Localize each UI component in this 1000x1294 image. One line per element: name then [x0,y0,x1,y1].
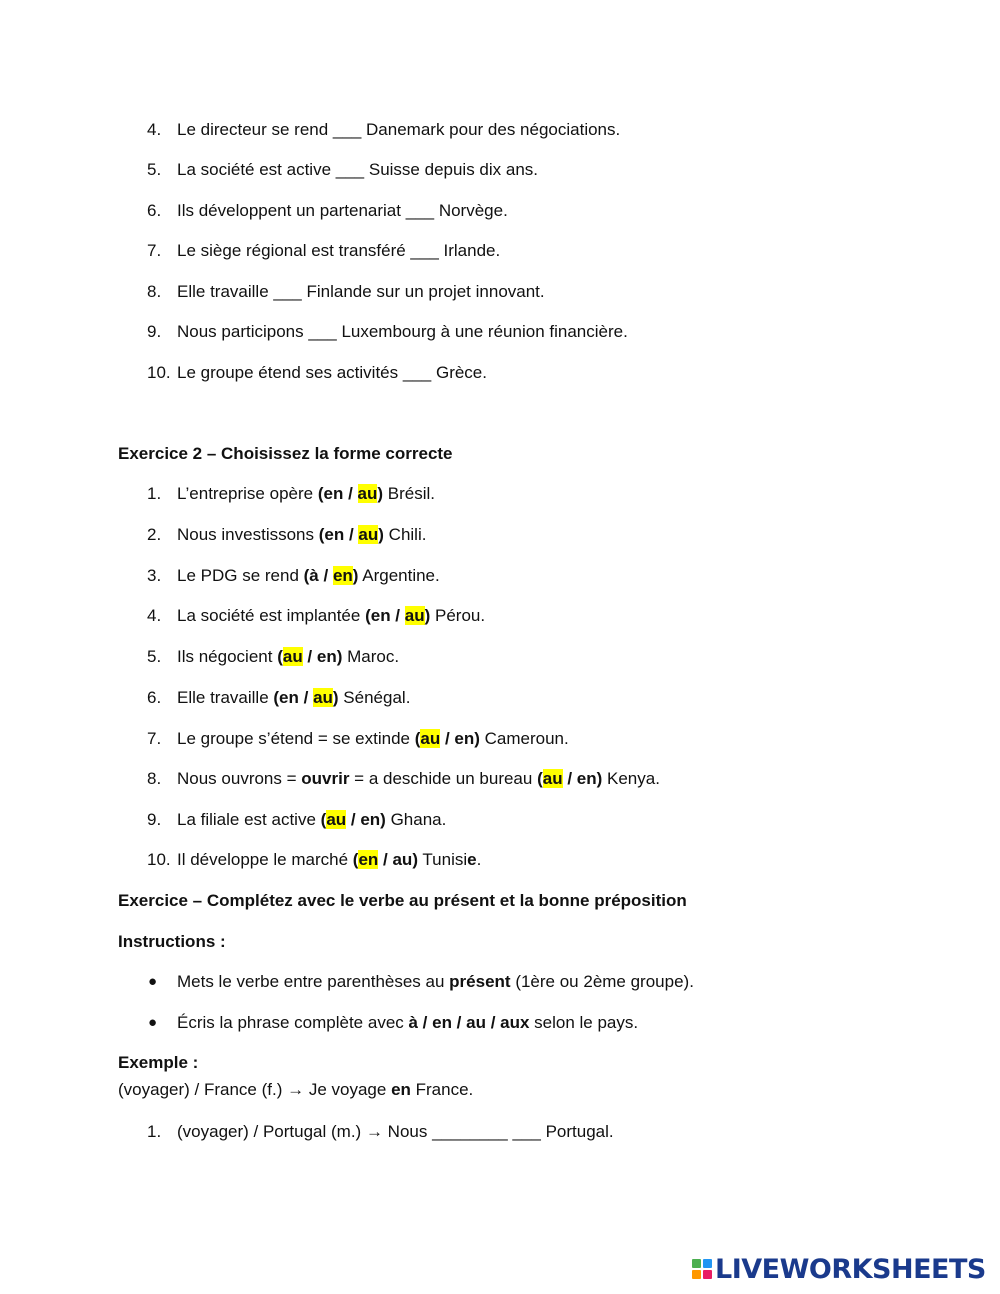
choice-group: (au / en) [537,769,603,788]
list-item [177,240,500,262]
item-text: Elle travaille [177,688,274,707]
list-item [177,524,426,546]
instruction-item: Mets le verbe entre parenthèses au présent (1ère ou 2ème groupe). [177,972,694,991]
choice-option[interactable]: en [360,810,381,829]
item-text: Luxembourg à une réunion financière. [336,322,628,341]
answer-blank[interactable]: ___ [335,160,365,179]
list-number: 6. [147,201,162,220]
list-number: 9. [147,322,162,341]
choice-option-selected[interactable]: au [542,769,563,788]
answer-blank[interactable]: ___ [273,282,302,301]
choice-option-selected[interactable]: au [420,729,441,748]
list-item [177,565,440,587]
arrow-icon: → [287,1080,305,1099]
choice-group: (à / en) [303,566,359,585]
item-text-bold: e [467,850,477,869]
item-text: Maroc. [342,647,400,666]
list-item [177,768,660,790]
answer-blank[interactable]: ___ [402,363,432,382]
choice-group: (en / au) [352,850,418,869]
choice-group: (en / au) [273,688,339,707]
list-item [177,605,485,627]
item-text: Le groupe étend ses activités [177,363,403,382]
choice-group: (en / au) [365,606,431,625]
list-item [177,483,435,505]
choice-group: (au / en) [414,729,480,748]
list-item: (voyager) / Portugal (m.) → Nous ________ ___ Portugal. [177,1122,614,1141]
instructions-label: Instructions : [118,932,226,951]
item-text: Le PDG se rend [177,566,304,585]
liveworksheets-logo[interactable] [692,1254,992,1284]
item-text: Le groupe s’étend = se extinde [177,729,415,748]
choice-option[interactable]: en [454,729,475,748]
choice-group: (en / au) [317,484,384,503]
list-number: 5. [147,647,162,666]
list-item [177,687,410,709]
item-text: Ghana. [385,810,447,829]
item-text: Ils développent un partenariat [177,201,406,220]
item-text: Brésil. [383,484,435,503]
item-text: Nous ouvrons = [177,769,302,788]
choice-option[interactable]: en [316,647,337,666]
item-text: Elle travaille [177,282,274,301]
answer-blank[interactable]: ___ [308,322,337,341]
answer-blank[interactable]: ___ [410,241,439,260]
item-text: = a deschide un bureau [349,769,538,788]
choice-option-selected[interactable]: au [358,525,379,544]
list-item [177,321,628,343]
list-number: 3. [147,566,162,585]
item-text: Cameroun. [479,729,569,748]
item-text: Nous investissons [177,525,319,544]
choice-option-selected[interactable]: au [357,484,378,503]
choice-group: (au / en) [277,647,343,666]
bullet-icon: ● [148,1014,158,1031]
item-text: Il développe le marché [177,850,353,869]
example-label: Exemple : [118,1053,199,1072]
choice-group: (au / en) [320,810,386,829]
choice-option-selected[interactable]: au [282,647,303,666]
list-number: 8. [147,769,162,788]
example-sentence: (voyager) / France (f.) → Je voyage en France. [118,1080,474,1099]
choice-group: (en / au) [318,525,384,544]
choice-option[interactable]: en [279,688,299,707]
item-text: La filiale est active [177,810,321,829]
verb-blank[interactable]: ________ [432,1122,508,1141]
choice-option-selected[interactable]: en [332,566,353,585]
list-item [177,362,487,384]
exercise3-title: Exercice – Complétez avec le verbe au présent et la bonne préposition [118,891,687,910]
list-number: 1. [147,484,162,503]
item-text: Le directeur se rend [177,120,333,139]
list-number: 10. [147,363,171,382]
list-number: 8. [147,282,162,301]
list-number: 2. [147,525,162,544]
choice-option-selected[interactable]: au [404,606,425,625]
choice-option[interactable]: en [323,484,344,503]
logo-text: LIVEWORKSHEETS [715,1253,986,1285]
choice-option[interactable]: en [576,769,597,788]
item-text: Pérou. [430,606,486,625]
choice-option-selected[interactable]: en [358,850,379,869]
instruction-item: Écris la phrase complète avec à / en / au / aux selon le pays. [177,1013,639,1032]
item-text: Ils négocient [177,647,278,666]
item-text: Grèce. [431,363,487,382]
list-number: 4. [147,606,162,625]
list-item [177,646,399,668]
arrow-icon: → [365,1122,383,1141]
item-text: Argentine. [358,566,440,585]
list-number: 4. [147,120,162,139]
item-text: Danemark pour des négociations. [361,120,621,139]
list-item [177,200,508,222]
list-item [177,728,569,750]
item-text: Tunisi [417,850,468,869]
vocab-word: ouvrir [301,769,350,788]
list-number: 9. [147,810,162,829]
choice-option[interactable]: au [392,850,413,869]
exercise2-title: Exercice 2 – Choisissez la forme correcte [118,444,453,463]
item-text: Irlande. [438,241,501,260]
item-text: . [476,850,482,869]
choice-option[interactable]: à [309,566,319,585]
list-number: 7. [147,729,162,748]
list-number: 5. [147,160,162,179]
choice-option[interactable]: en [370,606,391,625]
bullet-icon: ● [148,973,158,990]
list-item [177,119,620,141]
list-number: 10. [147,850,171,869]
choice-option-selected[interactable]: au [326,810,347,829]
preposition-blank[interactable]: ___ [512,1122,541,1141]
item-text: La société est implantée [177,606,366,625]
list-number: 1. [147,1122,162,1141]
item-text: Finlande sur un projet innovant. [301,282,545,301]
item-text: La société est active [177,160,336,179]
answer-blank[interactable]: ___ [405,201,435,220]
item-text: L’entreprise opère [177,484,318,503]
logo-grid-icon [692,1259,712,1279]
item-text: Norvège. [434,201,508,220]
choice-option[interactable]: en [324,525,345,544]
list-number: 6. [147,688,162,707]
list-item [177,809,446,831]
item-text: Nous participons [177,322,309,341]
item-text: Le siège régional est transféré [177,241,411,260]
list-number: 7. [147,241,162,260]
list-item [177,159,538,181]
item-text: Suisse depuis dix ans. [364,160,539,179]
item-text: Sénégal. [338,688,411,707]
list-item [177,281,545,303]
choice-option-selected[interactable]: au [313,688,333,707]
list-item [177,849,481,871]
item-text: Kenya. [602,769,660,788]
item-text: Chili. [383,525,427,544]
answer-blank[interactable]: ___ [332,120,362,139]
